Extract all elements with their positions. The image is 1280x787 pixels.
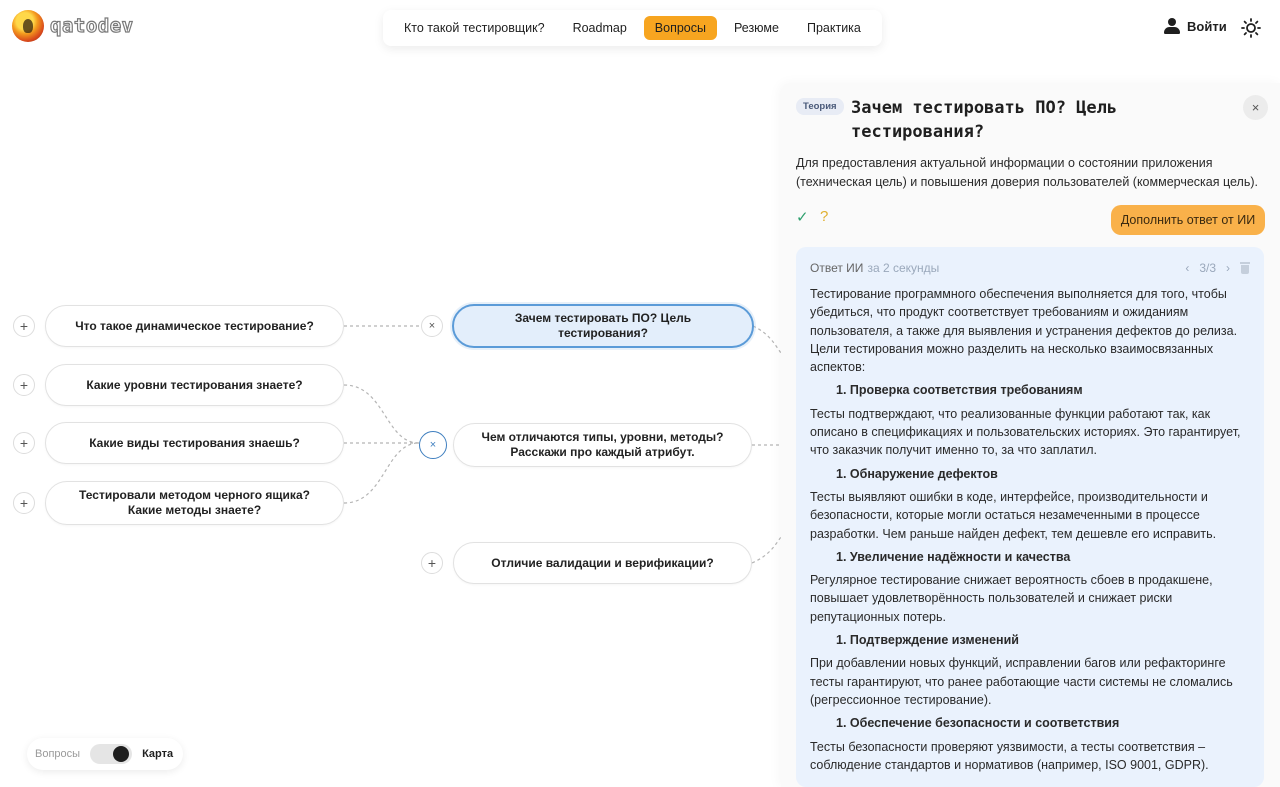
map-node-testing-kinds[interactable]: Какие виды тестирования знаешь? [45, 422, 344, 464]
connector-goal [753, 326, 781, 353]
ai-answer-header [810, 259, 1250, 277]
expand-button[interactable]: + [13, 315, 35, 337]
ai-section-heading: 1. Обеспечение безопасности и соответствия [836, 716, 1120, 731]
ai-section-heading: 1. Проверка соответствия требованиям [836, 383, 1083, 398]
ai-section-text: Тесты выявляют ошибки в коде, интерфейсе, производительности и безопасности, которые могли остаться незамеченными в процессе разработки. Чем раньше найден дефект, тем дешевле его исправить. [810, 489, 1217, 541]
answer-text: Для предоставления актуальной информации о состоянии приложения (техническая цель) и повышения доверия пользователей (коммерческая цель). [796, 156, 1258, 189]
ai-section-heading: 1. Обнаружение дефектов [836, 466, 998, 481]
map-node-testing-goal[interactable]: Зачем тестировать ПО? Цель тестирования? [452, 304, 754, 348]
ai-section-heading: 1. Подтверждение изменений [836, 633, 1019, 648]
ai-answer-body [810, 285, 1250, 774]
map-node-testing-levels[interactable]: Какие уровни тестирования знаете? [45, 364, 344, 406]
nav-item-resume[interactable]: Резюме [733, 21, 779, 35]
view-toggle[interactable] [27, 738, 183, 770]
close-button[interactable]: × [1243, 95, 1268, 120]
ai-section-text: Тесты безопасности проверяют уязвимости, а тесты соответствия – соблюдение стандартов и нормативов (например, ISO 9001, GDPR). [810, 739, 1209, 772]
map-node-types-levels-methods[interactable]: Чем отличаются типы, уровни, методы? Расскажи про каждый атрибут. [453, 423, 752, 467]
expand-button[interactable]: + [13, 432, 35, 454]
ai-section-text: При добавлении новых функций, исправлении багов или рефакторинге тесты гарантируют, что ранее работающие части системы не сломались (регрессионное тестирование). [810, 656, 1233, 707]
trash-icon[interactable] [1240, 262, 1250, 274]
next-answer-button[interactable]: › [1226, 261, 1230, 275]
expand-button[interactable]: + [13, 374, 35, 396]
map-node-validation-verification[interactable]: Отличие валидации и верификации? [453, 542, 752, 584]
collapse-button[interactable]: × [419, 431, 447, 459]
ai-answer-time: за 2 секунды [867, 261, 940, 275]
expand-button[interactable]: + [13, 492, 35, 514]
check-icon[interactable]: ✓ [796, 209, 809, 226]
question-title: Зачем тестировать ПО? Цель тестирования? [851, 98, 1118, 142]
collapse-button[interactable]: × [421, 315, 443, 337]
ai-section-text: Регулярное тестирование снижает вероятность сбоев в продакшене, повышает удовлетворённость пользователей и снижает риски репутационных потерь. [810, 573, 1213, 624]
category-badge: Теория [796, 98, 844, 115]
map-node-black-box[interactable]: Тестировали методом черного ящика? Какие методы знаете? [45, 481, 344, 525]
logo-text: qatodev [50, 15, 134, 37]
login-button[interactable] [1163, 17, 1227, 35]
ai-answer-box [796, 247, 1264, 787]
prev-answer-button[interactable]: ‹ [1185, 261, 1190, 275]
connector-blackbox [344, 443, 419, 503]
ai-section-heading: 1. Увеличение надёжности и качества [836, 549, 1071, 564]
ai-section-text: Тесты подтверждают, что реализованные функции работают так, как описано в спецификациях и пользовательских историях. Это гарантирует, что заказчик получит именно то, за что заплатил. [810, 406, 1241, 458]
connector-levels [344, 385, 419, 443]
nav-item-roadmap[interactable]: Roadmap [572, 21, 627, 35]
nav-item-tester[interactable]: Кто такой тестировщик? [404, 21, 545, 35]
nav-item-practice[interactable]: Практика [806, 21, 861, 35]
ai-intro: Тестирование программного обеспечения выполняется для того, чтобы убедиться, что продукт соответствует требованиям и ожиданиям пользователя, а также для выявления и устранения дефектов до релиза. Цели тестирования можно разделить на несколько взаимосвязанных аспектов: [810, 287, 1238, 375]
connector-validation [752, 537, 781, 563]
nav-item-questions[interactable]: Вопросы [644, 16, 717, 40]
user-icon [1163, 17, 1181, 35]
ai-answer-pager [1185, 261, 1250, 275]
map-node-dynamic-testing[interactable]: Что такое динамическое тестирование? [45, 305, 344, 347]
toggle-label-map[interactable]: Карта [142, 748, 174, 760]
answer-counter: 3/3 [1199, 261, 1216, 275]
sun-icon[interactable] [1241, 18, 1261, 38]
question-mark-icon[interactable]: ? [820, 208, 829, 225]
question-panel [781, 83, 1280, 787]
ai-answer-label: Ответ ИИ [810, 261, 864, 275]
toggle-label-questions[interactable]: Вопросы [35, 748, 81, 760]
ai-complete-button[interactable]: Дополнить ответ от ИИ [1111, 205, 1265, 235]
expand-button[interactable]: + [421, 552, 443, 574]
login-label: Войти [1187, 18, 1227, 34]
switch-knob [113, 746, 129, 762]
view-switch[interactable] [90, 744, 132, 764]
